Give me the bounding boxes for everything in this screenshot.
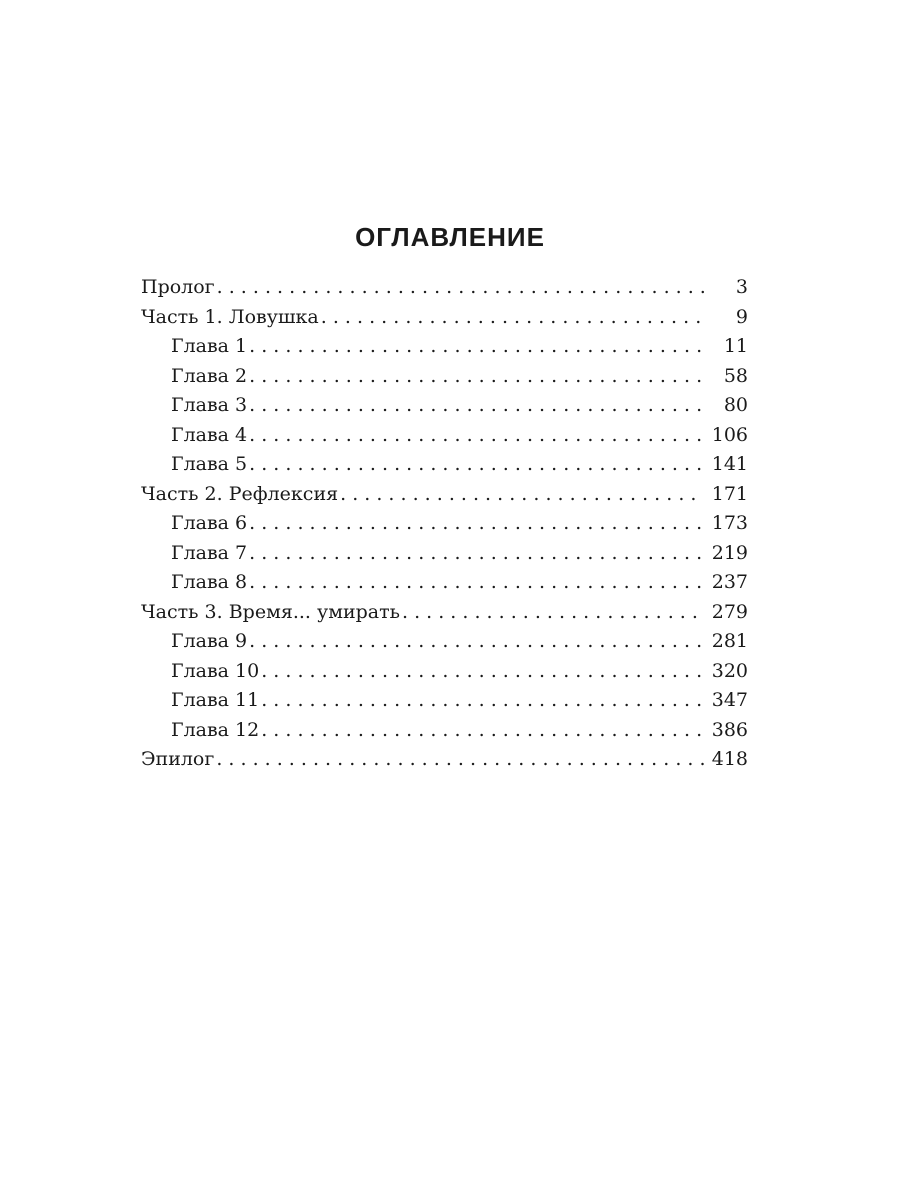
toc-entry-label: Глава 1 [171,335,248,357]
toc-entry-page: 237 [711,571,748,593]
toc-entry-page: 11 [723,335,748,357]
toc-entry[interactable] [141,598,748,628]
toc-entry-page: 386 [711,718,748,741]
toc-entry-page: 347 [711,689,748,711]
toc-entry-label: Пролог [141,276,215,298]
dot-leader [402,598,704,628]
toc-entry-page: 173 [711,512,748,534]
dot-leader [261,716,704,746]
dot-leader [249,421,704,451]
toc-entry[interactable] [141,273,748,303]
toc-entry-page: 171 [711,482,748,505]
dot-leader [249,627,704,657]
toc-title: ОГЛАВЛЕНИЕ [355,222,545,252]
toc-entry-label: Часть 2. Рефлексия [141,482,339,505]
toc-entry[interactable] [141,657,748,687]
toc-entry[interactable] [141,391,748,421]
dot-leader [249,539,704,569]
toc-entry[interactable] [141,745,748,775]
toc-entry-page: 3 [735,276,748,298]
toc-entry-label: Глава 11 [171,689,260,711]
toc-entry[interactable] [141,716,748,746]
dot-leader [249,450,704,480]
toc-entry-page: 80 [723,394,748,416]
toc-entry-label: Глава 6 [171,512,248,534]
toc-entry-label: Глава 2 [171,364,248,387]
toc-entry-label: Глава 9 [171,630,248,652]
toc-list [141,273,748,775]
toc-entry-page: 141 [711,453,748,475]
dot-leader [249,391,704,421]
dot-leader [249,332,704,362]
dot-leader [261,686,704,716]
toc-entry[interactable] [141,362,748,392]
toc-entry-page: 106 [711,423,748,446]
toc-entry-page: 418 [711,748,748,770]
toc-entry-label: Глава 5 [171,453,248,475]
toc-entry[interactable] [141,332,748,362]
toc-entry-label: Глава 3 [171,394,248,416]
toc-entry-label: Глава 8 [171,571,248,593]
toc-entry-label: Эпилог [141,748,215,770]
dot-leader [216,745,704,775]
dot-leader [261,657,704,687]
dot-leader [340,480,704,510]
toc-entry-label: Глава 12 [171,718,260,741]
toc-entry-label: Глава 10 [171,659,260,682]
toc-entry[interactable] [141,539,748,569]
dot-leader [217,273,704,303]
dot-leader [249,509,704,539]
toc-entry-page: 219 [711,541,748,564]
toc-entry[interactable] [141,480,748,510]
toc-entry-label: Часть 1. Ловушка [141,305,319,328]
toc-entry-label: Глава 4 [171,423,248,446]
toc-entry-page: 9 [735,305,748,328]
toc-entry[interactable] [141,421,748,451]
toc-entry-page: 281 [711,630,748,652]
dot-leader [249,362,704,392]
toc-entry[interactable] [141,303,748,333]
toc-entry[interactable] [141,568,748,598]
toc-entry-label: Часть 3. Время... умирать [141,600,400,623]
toc-entry[interactable] [141,686,748,716]
toc-entry-page: 279 [711,600,748,623]
toc-entry-label: Глава 7 [171,541,248,564]
toc-entry[interactable] [141,627,748,657]
dot-leader [321,303,704,333]
toc-entry[interactable] [141,509,748,539]
toc-entry[interactable] [141,450,748,480]
toc-entry-page: 320 [711,659,748,682]
toc-entry-page: 58 [723,364,748,387]
dot-leader [249,568,704,598]
